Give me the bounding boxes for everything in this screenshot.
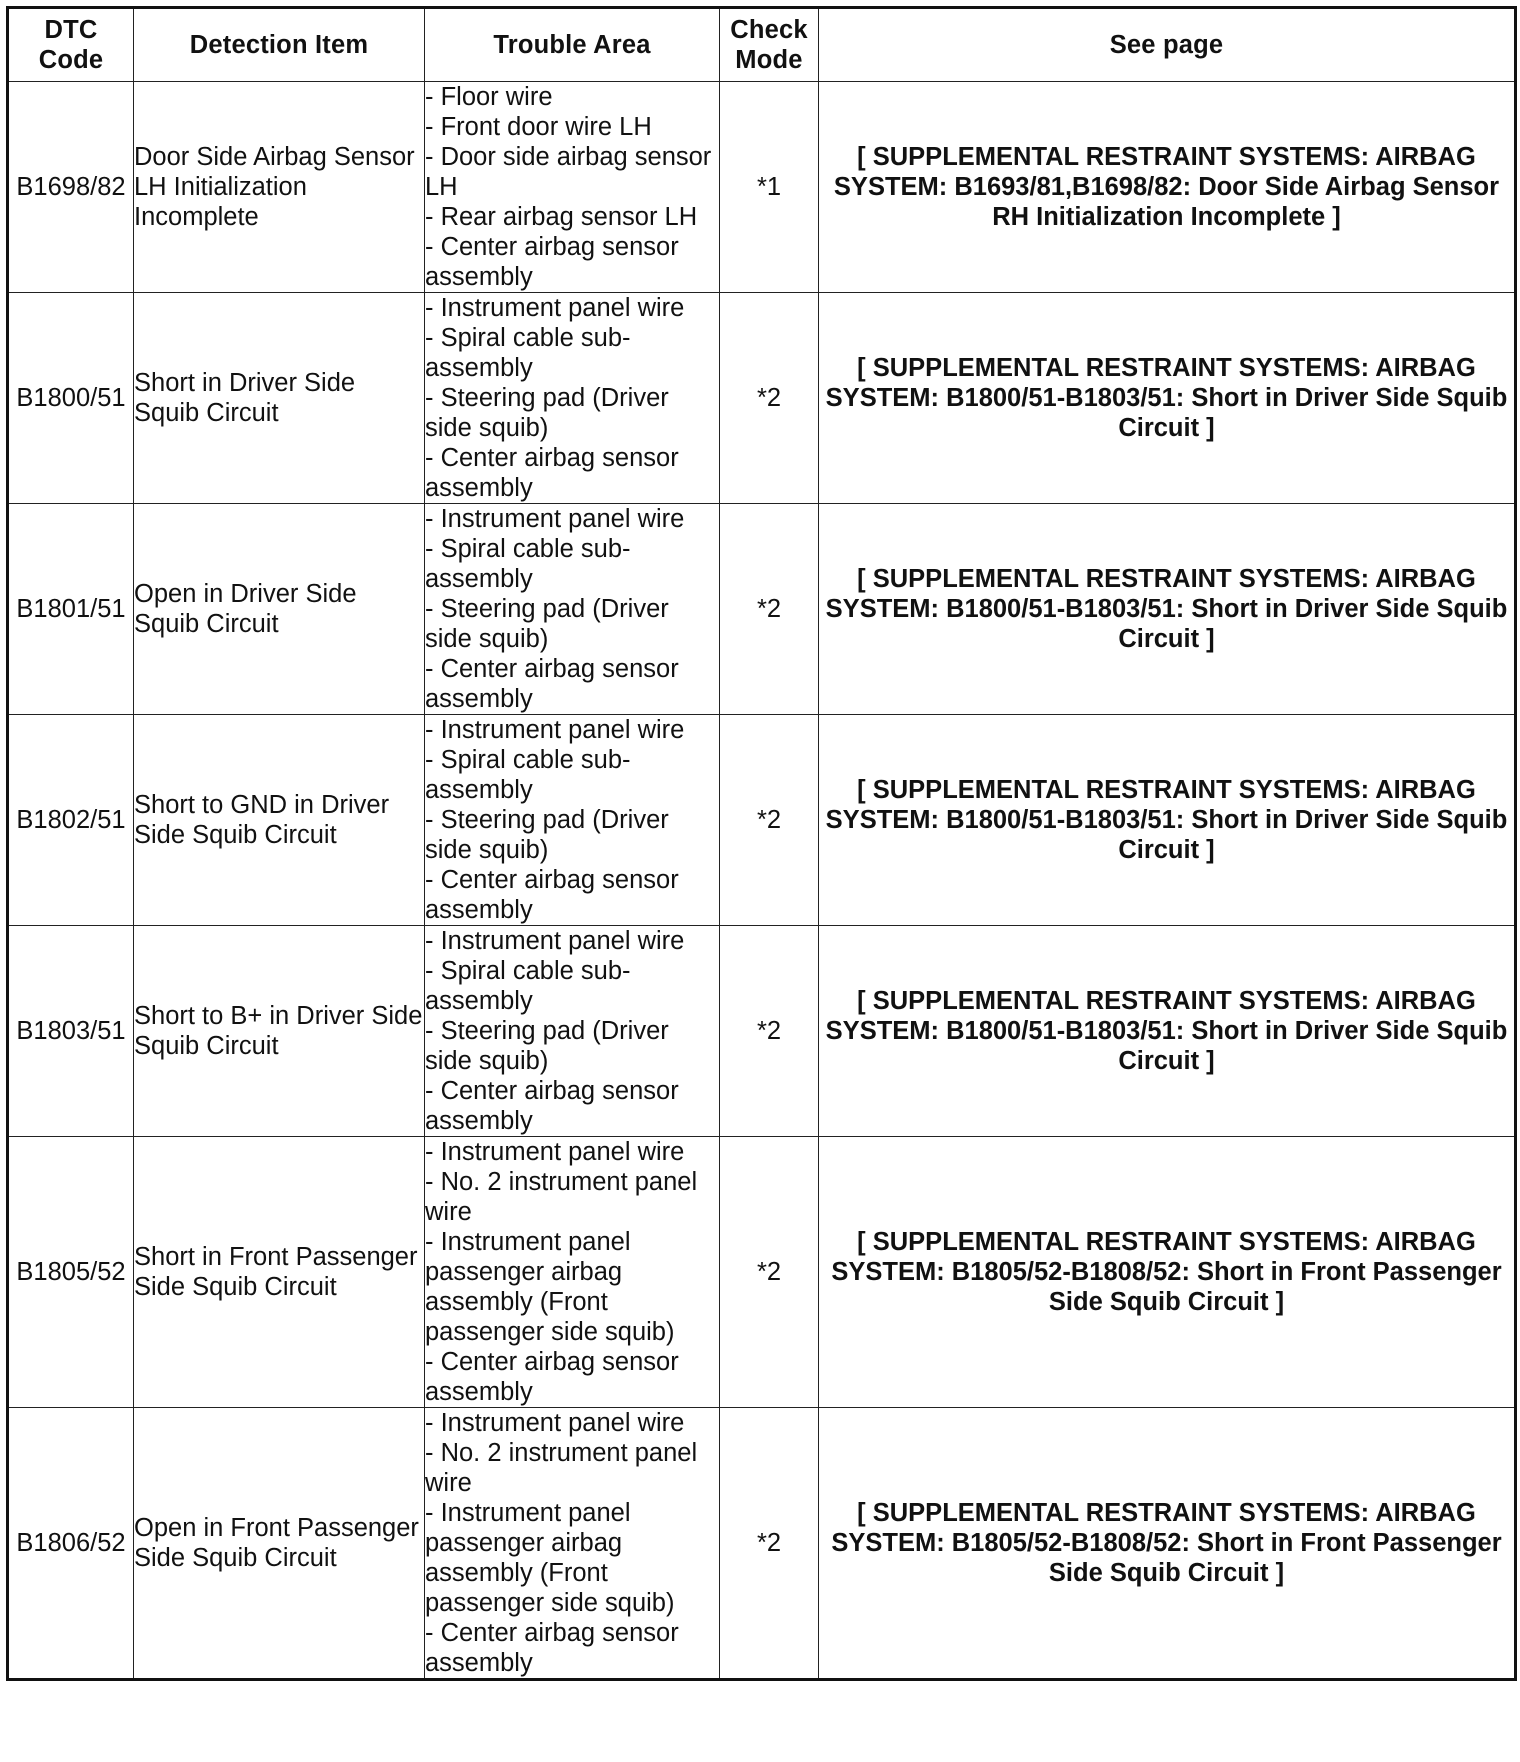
trouble-area-cell	[425, 1408, 720, 1680]
table-row	[8, 1408, 1516, 1680]
dtc-code-cell: B1806/52	[8, 1408, 134, 1680]
trouble-area-line: - Center airbag sensor assembly	[425, 1077, 679, 1135]
dtc-code-cell: B1802/51	[8, 715, 134, 926]
trouble-area-line: - Steering pad (Driver side squib)	[425, 384, 669, 442]
see-page-link[interactable]: [ SUPPLEMENTAL RESTRAINT SYSTEMS: AIRBAG SYSTEM: B1800/51-B1803/51: Short in Driver Side Squib Circuit ]	[825, 776, 1508, 864]
trouble-area-line: - Spiral cable sub-assembly	[425, 746, 631, 804]
detection-item-cell: Door Side Airbag Sensor LH Initialization Incomplete	[134, 82, 425, 293]
check-mode-cell: *2	[720, 926, 819, 1137]
trouble-area-line: - Center airbag sensor assembly	[425, 444, 679, 502]
check-mode-cell: *2	[720, 1408, 819, 1680]
trouble-area-line: - Center airbag sensor assembly	[425, 1619, 679, 1677]
dtc-code-cell: B1801/51	[8, 504, 134, 715]
trouble-area-cell	[425, 82, 720, 293]
detection-item-cell: Open in Driver Side Squib Circuit	[134, 504, 425, 715]
check-mode-cell: *2	[720, 715, 819, 926]
trouble-area-line: - Instrument panel wire	[425, 1138, 685, 1166]
table-row	[8, 504, 1516, 715]
see-page-link[interactable]: [ SUPPLEMENTAL RESTRAINT SYSTEMS: AIRBAG SYSTEM: B1800/51-B1803/51: Short in Driver Side Squib Circuit ]	[825, 354, 1508, 442]
trouble-area-cell	[425, 1137, 720, 1408]
table-header-row	[8, 8, 1516, 82]
see-page-link[interactable]: [ SUPPLEMENTAL RESTRAINT SYSTEMS: AIRBAG SYSTEM: B1800/51-B1803/51: Short in Driver Side Squib Circuit ]	[825, 987, 1508, 1075]
trouble-area-line: - Rear airbag sensor LH	[425, 203, 698, 231]
trouble-area-line: - Center airbag sensor assembly	[425, 655, 679, 713]
dtc-table	[6, 6, 1517, 1681]
trouble-area-line: - No. 2 instrument panel wire	[425, 1439, 698, 1497]
see-page-cell	[819, 504, 1516, 715]
trouble-area-line: - No. 2 instrument panel wire	[425, 1168, 698, 1226]
see-page-link[interactable]: [ SUPPLEMENTAL RESTRAINT SYSTEMS: AIRBAG SYSTEM: B1693/81,B1698/82: Door Side Airbag Sensor RH Initialization Incomplete ]	[833, 143, 1500, 231]
dtc-code-cell: B1698/82	[8, 82, 134, 293]
see-page-cell	[819, 715, 1516, 926]
trouble-area-line: - Spiral cable sub-assembly	[425, 535, 631, 593]
table-row	[8, 1137, 1516, 1408]
header-trouble-area: Trouble Area	[425, 8, 720, 82]
trouble-area-line: - Steering pad (Driver side squib)	[425, 595, 669, 653]
trouble-area-line: - Instrument panel wire	[425, 716, 685, 744]
trouble-area-line: - Instrument panel wire	[425, 927, 685, 955]
see-page-cell	[819, 1408, 1516, 1680]
check-mode-cell: *2	[720, 1137, 819, 1408]
header-dtc-code: DTC Code	[8, 8, 134, 82]
trouble-area-cell	[425, 293, 720, 504]
trouble-area-line: - Instrument panel wire	[425, 1409, 685, 1437]
detection-item-cell: Short to B+ in Driver Side Squib Circuit	[134, 926, 425, 1137]
detection-item-cell: Short in Driver Side Squib Circuit	[134, 293, 425, 504]
see-page-cell	[819, 293, 1516, 504]
table-row	[8, 293, 1516, 504]
trouble-area-line: - Steering pad (Driver side squib)	[425, 1017, 669, 1075]
trouble-area-line: - Spiral cable sub-assembly	[425, 324, 631, 382]
table-row	[8, 82, 1516, 293]
detection-item-cell: Short to GND in Driver Side Squib Circuit	[134, 715, 425, 926]
detection-item-cell: Open in Front Passenger Side Squib Circuit	[134, 1408, 425, 1680]
trouble-area-line: - Spiral cable sub-assembly	[425, 957, 631, 1015]
trouble-area-line: - Center airbag sensor assembly	[425, 866, 679, 924]
trouble-area-line: - Instrument panel passenger airbag assembly (Front passenger side squib)	[425, 1499, 675, 1617]
see-page-link[interactable]: [ SUPPLEMENTAL RESTRAINT SYSTEMS: AIRBAG SYSTEM: B1805/52-B1808/52: Short in Front Passenger Side Squib Circuit ]	[831, 1499, 1502, 1587]
see-page-cell	[819, 82, 1516, 293]
check-mode-cell: *2	[720, 293, 819, 504]
trouble-area-line: - Center airbag sensor assembly	[425, 1348, 679, 1406]
check-mode-cell: *1	[720, 82, 819, 293]
dtc-code-cell: B1805/52	[8, 1137, 134, 1408]
header-check-mode: Check Mode	[720, 8, 819, 82]
table-body	[8, 82, 1516, 1680]
trouble-area-line: - Floor wire	[425, 83, 553, 111]
table-row	[8, 715, 1516, 926]
trouble-area-cell	[425, 926, 720, 1137]
header-detection-item: Detection Item	[134, 8, 425, 82]
table-row	[8, 926, 1516, 1137]
trouble-area-line: - Instrument panel wire	[425, 505, 685, 533]
document-page	[6, 6, 1514, 1756]
header-see-page: See page	[819, 8, 1516, 82]
dtc-code-cell: B1803/51	[8, 926, 134, 1137]
see-page-cell	[819, 926, 1516, 1137]
dtc-code-cell: B1800/51	[8, 293, 134, 504]
trouble-area-line: - Steering pad (Driver side squib)	[425, 806, 669, 864]
trouble-area-line: - Door side airbag sensor LH	[425, 143, 712, 201]
trouble-area-line: - Instrument panel passenger airbag assembly (Front passenger side squib)	[425, 1228, 675, 1346]
trouble-area-cell	[425, 504, 720, 715]
check-mode-cell: *2	[720, 504, 819, 715]
detection-item-cell: Short in Front Passenger Side Squib Circuit	[134, 1137, 425, 1408]
trouble-area-cell	[425, 715, 720, 926]
see-page-link[interactable]: [ SUPPLEMENTAL RESTRAINT SYSTEMS: AIRBAG SYSTEM: B1805/52-B1808/52: Short in Front Passenger Side Squib Circuit ]	[831, 1228, 1502, 1316]
see-page-cell	[819, 1137, 1516, 1408]
see-page-link[interactable]: [ SUPPLEMENTAL RESTRAINT SYSTEMS: AIRBAG SYSTEM: B1800/51-B1803/51: Short in Driver Side Squib Circuit ]	[825, 565, 1508, 653]
trouble-area-line: - Instrument panel wire	[425, 294, 685, 322]
trouble-area-line: - Center airbag sensor assembly	[425, 233, 679, 291]
trouble-area-line: - Front door wire LH	[425, 113, 652, 141]
